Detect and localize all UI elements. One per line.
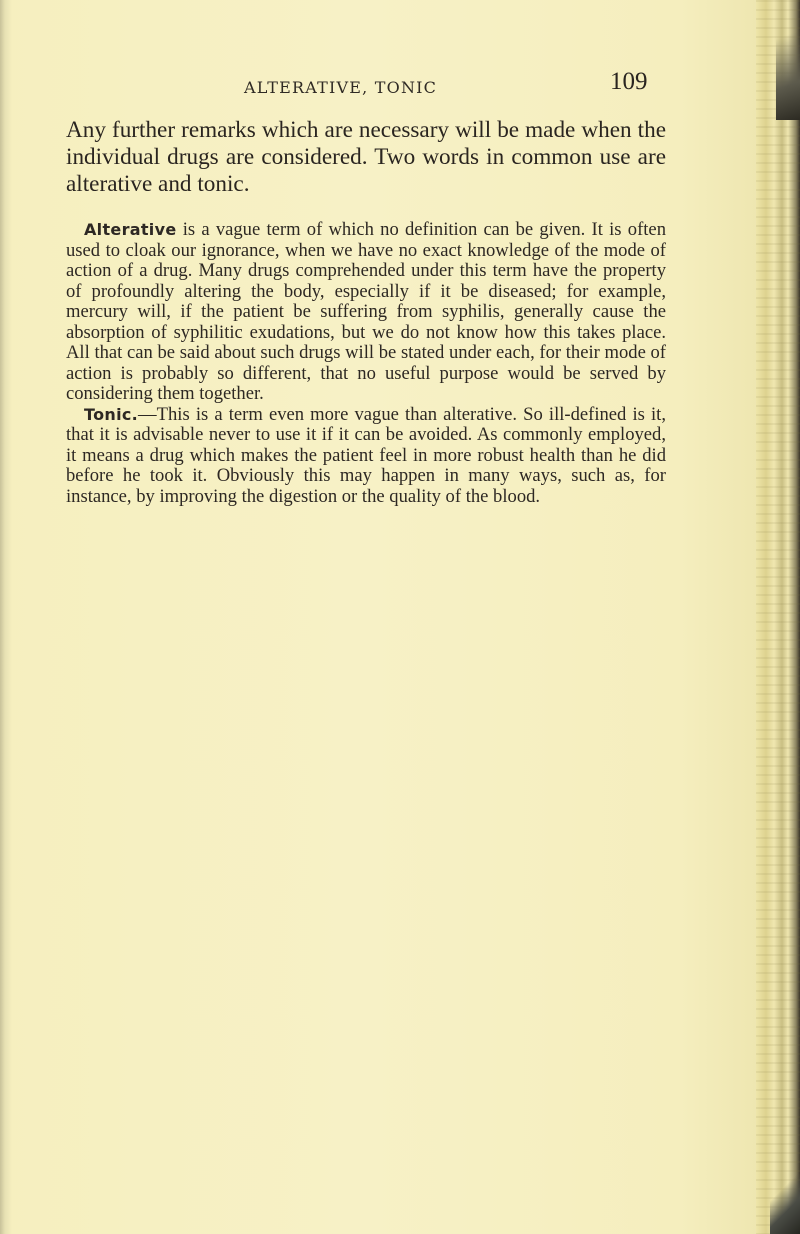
tonic-separator: — xyxy=(138,403,157,425)
page-number: 109 xyxy=(610,68,648,95)
binding-shadow-corner xyxy=(770,1174,800,1234)
book-binding-edge xyxy=(756,0,800,1234)
alterative-definition: a vague term of which no definition can be given. It is often used to cloak our ignorance, when we have no exact knowledge of the mode of action of a drug. Many drugs comprehended under this term have the property of profoundly altering the body, especially if it be diseased; for example, mercury will, if the patient be suffering from syphilis, generally cause the absorption of syphilitic exudations, but we do not know how this takes place. All that can be said about such drugs will be stated under each, for their mode of action is probably so different, that no useful purpose would be served by considering them together. xyxy=(66,219,666,404)
binding-shadow-top xyxy=(776,0,800,120)
running-head: ALTERATIVE, TONIC xyxy=(244,78,438,97)
term-tonic: Tonic. xyxy=(84,404,139,424)
intro-paragraph: Any further remarks which are necessary will be made when the individual drugs are considered. Two words in common use are alterative and tonic. xyxy=(66,117,666,197)
page-header xyxy=(244,68,654,108)
body-text xyxy=(66,117,666,507)
alterative-paragraph xyxy=(66,220,666,405)
page-left-edge xyxy=(0,0,12,1234)
tonic-definition: This is a term even more vague than alterative. So ill-defined is it, that it is advisable never to use it if it can be avoided. As commonly employed, it means a drug which makes the patient feel in more robust health than he did before he took it. Obviously this may happen in many ways, such as, for instance, by improving the digestion or the quality of the blood. xyxy=(66,403,666,507)
alterative-separator: is xyxy=(176,219,202,240)
term-alterative: Alterative xyxy=(84,220,177,239)
tonic-paragraph xyxy=(66,405,666,508)
